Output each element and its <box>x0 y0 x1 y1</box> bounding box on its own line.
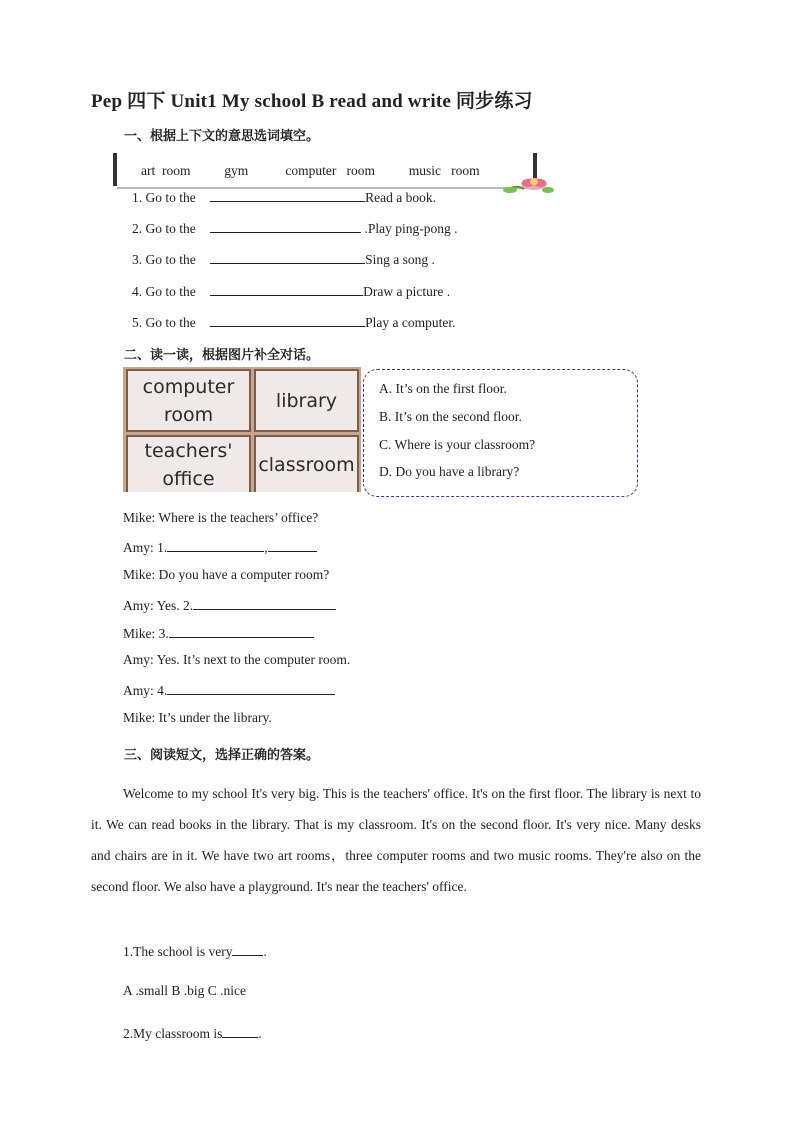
dialogue-line: Amy: Yes. It’s next to the computer room. <box>123 652 351 667</box>
fill-item-1: 1. Go to the Read a book. <box>132 190 436 205</box>
reading-passage: Welcome to my school It's very big. This is the teachers' office. It's on the first floor. The library is next to it. We can read books in the library. That is my classroom. It's on the second floor. It's very nice. Many desks and chairs are in it. We have two art rooms，three computer rooms and two music rooms. They're also on the second floor. We also have a playground. It's near the teachers' office. <box>91 786 701 894</box>
question-1: 1.The school is very . <box>123 944 267 959</box>
option-d: D. Do you have a library? <box>379 464 520 479</box>
dialogue-line: Amy: 1. , <box>123 538 317 556</box>
dialogue-blank-1b[interactable] <box>268 538 317 552</box>
page-title: Pep 四下 Unit1 My school B read and write 同步练习 <box>91 91 533 112</box>
dialogue-blank-1a[interactable] <box>167 538 264 552</box>
word-bank: art room gym computer room music room <box>141 163 480 178</box>
answer-options-box <box>363 369 638 497</box>
fill-item-5: 5. Go to the Play a computer. <box>132 315 456 330</box>
answer-blank-2[interactable] <box>210 219 361 233</box>
picture-label-classroom: classroom <box>254 435 359 492</box>
option-c: C. Where is your classroom? <box>379 437 536 452</box>
answer-blank-1[interactable] <box>210 188 365 202</box>
answer-blank-3[interactable] <box>210 250 365 264</box>
dialogue-blank-4[interactable] <box>167 681 335 695</box>
picture-label-computer-room: computer room <box>126 369 251 432</box>
fill-item-3: 3. Go to the Sing a song . <box>132 252 435 267</box>
dialogue-blank-3[interactable] <box>169 624 314 638</box>
question-1-blank[interactable] <box>232 942 263 956</box>
fill-item-2: 2. Go to the .Play ping-pong . <box>132 221 458 236</box>
dialogue-line: Amy: Yes. 2. <box>123 596 336 614</box>
dialogue-line: Mike: Do you have a computer room? <box>123 567 330 582</box>
dialogue-line: Mike: It’s under the library. <box>123 710 272 725</box>
dialogue-blank-2[interactable] <box>193 596 336 610</box>
dialogue-line: Amy: 4. <box>123 681 335 699</box>
word-bank-box <box>113 153 537 186</box>
question-2-blank[interactable] <box>222 1024 258 1038</box>
flower-decoration-icon <box>498 174 554 196</box>
picture-label-teachers-office: teachers' office <box>126 435 251 492</box>
picture-label-library: library <box>254 369 359 432</box>
section2-heading: 二、读一读，根据图片补全对话。 <box>124 348 320 363</box>
dialogue-line: Mike: Where is the teachers’ office? <box>123 510 319 525</box>
answer-blank-4[interactable] <box>210 282 363 296</box>
dialogue-line: Mike: 3. <box>123 624 314 642</box>
option-b: B. It’s on the second floor. <box>379 409 522 424</box>
answer-blank-5[interactable] <box>210 313 365 327</box>
option-a: A. It’s on the first floor. <box>379 381 507 396</box>
question-2: 2.My classroom is . <box>123 1026 262 1041</box>
section1-heading: 一、根据上下文的意思选词填空。 <box>124 129 320 144</box>
question-1-options: A .small B .big C .nice <box>123 983 246 998</box>
section3-heading: 三、阅读短文，选择正确的答案。 <box>124 748 320 763</box>
fill-item-4: 4. Go to the Draw a picture . <box>132 284 451 299</box>
school-rooms-picture <box>123 367 361 492</box>
